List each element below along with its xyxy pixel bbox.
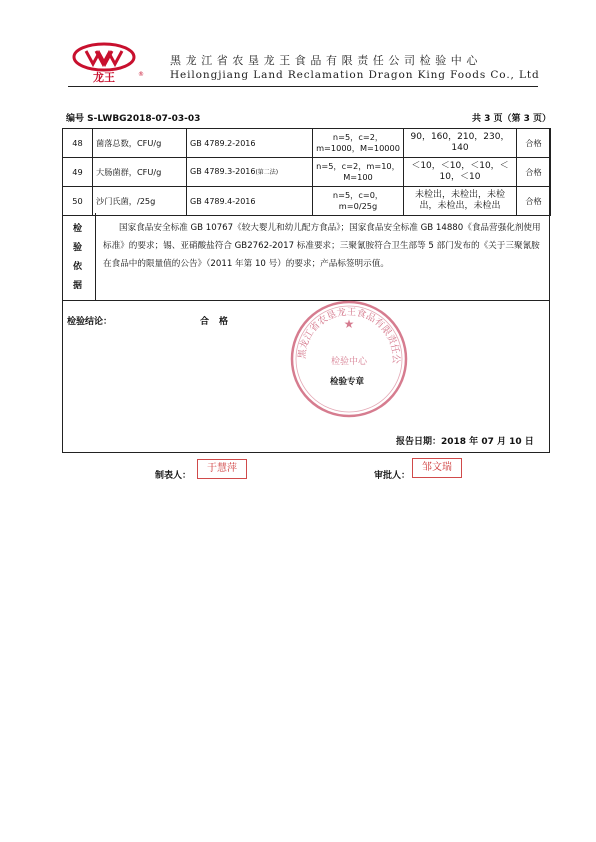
test-item: 大肠菌群，CFU/g — [93, 158, 187, 187]
company-name-cn: 黑龙江省农垦龙王食品有限责任公司检验中心 — [170, 54, 482, 67]
verdict: 合格 — [517, 187, 551, 216]
company-logo — [68, 42, 144, 84]
table-row — [63, 158, 551, 187]
row-number: 48 — [63, 129, 93, 158]
test-standard — [187, 158, 313, 187]
test-result: 未检出，未检出，未检出，未检出，未检出 — [404, 187, 517, 216]
standard-code: GB 4789.4-2016 — [190, 196, 256, 206]
svg-text:★: ★ — [343, 317, 355, 331]
seal-ring-text: 黑龙江省农垦龙王食品有限责任公 — [296, 306, 402, 364]
approver-label: 审批人： — [374, 471, 411, 481]
row-number: 50 — [63, 187, 93, 216]
test-result: ＜10，＜10，＜10，＜10，＜10 — [404, 158, 517, 187]
test-item: 菌落总数，CFU/g — [93, 129, 187, 158]
inspection-basis-label — [63, 213, 96, 300]
conclusion-label: 检验结论： — [67, 317, 113, 327]
inspection-seal — [288, 298, 410, 420]
page-indicator: 共 3 页（第 3 页） — [471, 114, 551, 124]
verdict: 合格 — [517, 158, 551, 187]
approver-signature: 邹文瑞 — [412, 458, 462, 478]
sampling-plan: n=5，c=2，m=10，M=100 — [313, 158, 404, 187]
seal-inner-text: 检验中心 — [330, 357, 368, 367]
basis-label-char: 据 — [73, 281, 83, 291]
test-item: 沙门氏菌，/25g — [93, 187, 187, 216]
logo-text: 龙王 — [93, 71, 115, 84]
test-items-table — [62, 128, 551, 216]
maker-signature: 于慧萍 — [197, 459, 247, 479]
table-row — [63, 187, 551, 216]
row-number: 49 — [63, 158, 93, 187]
sampling-plan: n=5，c=0，m=0/25g — [313, 187, 404, 216]
standard-method-note: (第二法) — [255, 169, 279, 176]
verdict: 合格 — [517, 129, 551, 158]
standard-code: GB 4789.2-2016 — [190, 138, 256, 148]
seal-label: 检验专章 — [330, 377, 365, 387]
inspection-basis-text: 国家食品安全标准 GB 10767《较大婴儿和幼儿配方食品》；国家食品安全标准 GB 14880《食品营强化剂使用标准》的要求；锡、亚硝酸盐符合 GB2762-2017 标准要求；三聚氰胺符合卫生部等 5 部门发布的《关于三聚氰胺在食品中的限量值的公告》（2011 年第 10 号）的要求；产品标签明示值。 — [103, 223, 541, 269]
basis-label-char: 依 — [73, 262, 83, 272]
company-name-en: Heilongjiang Land Reclamation Dragon King Foods Co., Ltd — [170, 69, 540, 81]
sampling-plan: n=5，c=2，m=1000，M=10000 — [313, 129, 404, 158]
document-number: 编号 S-LWBG2018-07-03-03 — [66, 114, 201, 124]
letterhead — [68, 42, 538, 86]
header-divider — [68, 86, 538, 87]
svg-text:黑龙江省农垦龙王食品有限责任公司 — [288, 298, 402, 364]
standard-code: GB 4789.3-2016 — [190, 167, 256, 176]
test-result: 90，160，210，230，140 — [404, 129, 517, 158]
report-date: 报告日期：2018 年 07 月 10 日 — [396, 437, 534, 447]
document-info-line — [66, 111, 551, 125]
test-standard — [187, 129, 313, 158]
maker-label: 制表人： — [155, 471, 192, 481]
conclusion-value: 合格 — [200, 317, 239, 327]
svg-text:®: ® — [138, 71, 144, 78]
test-standard — [187, 187, 313, 216]
basis-label-char: 检 — [73, 224, 83, 234]
basis-label-char: 验 — [73, 243, 83, 253]
table-row — [63, 129, 551, 158]
inspection-basis — [62, 213, 550, 301]
